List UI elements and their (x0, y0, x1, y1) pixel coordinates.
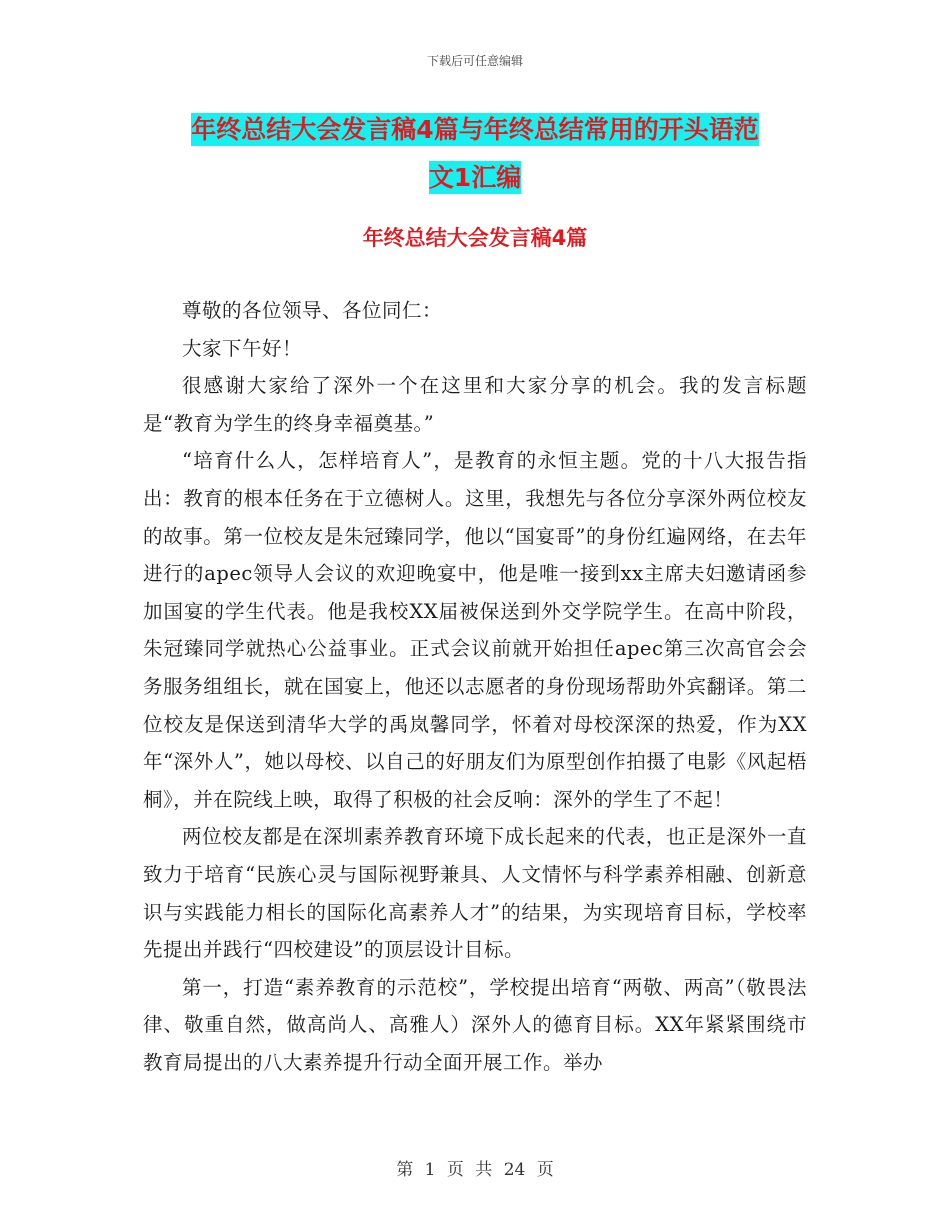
document-title (150, 106, 800, 202)
paragraph: 第一，打造“素养教育的示范校”，学校提出培育“两敬、两高”（敬畏法律、敬重自然，做高尚人、高雅人）深外人的德育目标。XX年紧紧围绕市教育局提出的八大素养提升行动全面开展工作。举办 (143, 975, 807, 1074)
paragraph: 尊敬的各位领导、各位同仁： (182, 299, 443, 322)
page-header: 下载后可任意编辑 (426, 54, 523, 68)
paragraph: 大家下午好！ (182, 336, 303, 360)
paragraph: “培育什么人，怎样培育人”，是教育的永恒主题。党的十八大报告指出：教育的根本任务在于立德树人。这里，我想先与各位分享深外两位校友的故事。第一位校友是朱冠臻同学，他以“国宴哥”的身份红遍网络，在去年进行的apec领导人会议的欢迎晚宴中，他是唯一接到xx主席夫妇邀请函参加国宴的学生代表。他是我校XX届被保送到外交学院学生。在高中阶段，朱冠臻同学就热心公益事业。正式会议前就开始担任apec第三次高官会会务服务组组长，就在国宴上，他还以志愿者的身份现场帮助外宾翻译。第二位校友是保送到清华大学的禹岚馨同学，怀着对母校深深的热爱，作为XX年“深外人”，她以母校、以自己的好朋友们为原型创作拍摄了电影《风起梧桐》，并在院线上映，取得了积极的社会反响：深外的学生了不起！ (143, 449, 807, 811)
section-title: 年终总结大会发言稿4篇 (362, 226, 588, 250)
title-line-2: 文1汇编 (428, 163, 522, 192)
paragraph: 很感谢大家给了深外一个在这里和大家分享的机会。我的发言标题是“教育为学生的终身幸福奠基。” (143, 374, 807, 435)
title-line-1: 年终总结大会发言稿4篇与年终总结常用的开头语范 (191, 115, 759, 144)
page-number: 第 1 页 共 24 页 (396, 1160, 554, 1180)
paragraph: 两位校友都是在深圳素养教育环境下成长起来的代表，也正是深外一直致力于培育“民族心灵与国际视野兼具、人文情怀与科学素养相融、创新意识与实践能力相长的国际化高素养人才”的结果，为实现培育目标，学校率先提出并践行“四校建设”的顶层设计目标。 (143, 825, 807, 962)
document-body (143, 292, 807, 1081)
